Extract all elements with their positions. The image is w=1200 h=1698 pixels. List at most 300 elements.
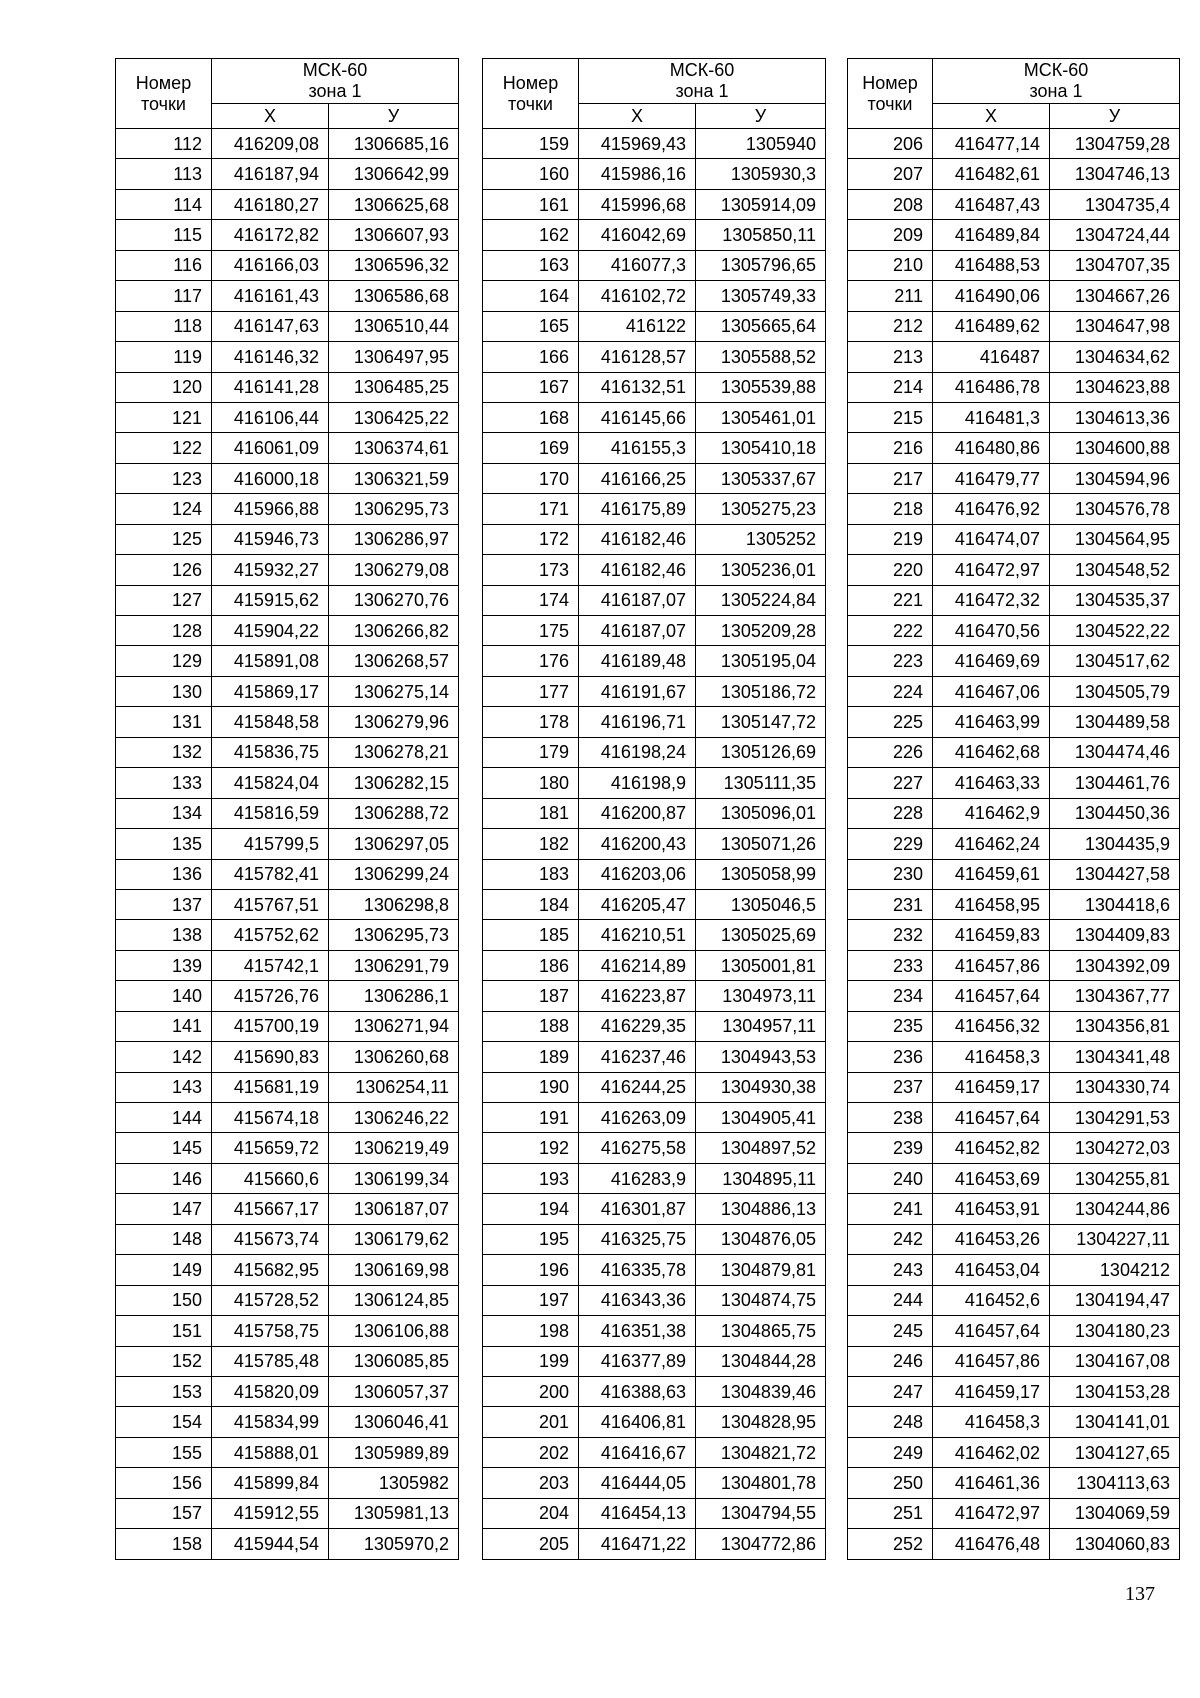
y-coordinate-cell: 1306260,68	[329, 1042, 459, 1072]
point-number-cell: 126	[116, 555, 212, 585]
y-coordinate-cell: 1304707,35	[1050, 250, 1180, 280]
table-row	[848, 676, 1180, 706]
point-number-cell: 134	[116, 798, 212, 828]
point-number-cell: 213	[848, 342, 933, 372]
point-number-cell: 160	[483, 159, 579, 189]
y-coordinate-cell: 1306607,93	[329, 220, 459, 250]
point-number-cell: 240	[848, 1163, 933, 1193]
table-row	[483, 281, 826, 311]
coordinate-system-header: МСК-60 зона 1	[933, 59, 1180, 104]
table-row	[116, 981, 459, 1011]
y-coordinate-cell: 1305461,01	[696, 402, 826, 432]
y-coordinate-cell: 1306179,62	[329, 1224, 459, 1254]
y-coordinate-cell: 1306321,59	[329, 463, 459, 493]
y-coordinate-cell: 1304255,81	[1050, 1163, 1180, 1193]
y-coordinate-cell: 1305982	[329, 1468, 459, 1498]
y-coordinate-cell: 1305410,18	[696, 433, 826, 463]
point-number-cell: 191	[483, 1103, 579, 1133]
point-number-cell: 141	[116, 1011, 212, 1041]
table-row	[116, 707, 459, 737]
table-row	[483, 1437, 826, 1467]
table-row	[116, 1285, 459, 1315]
x-coordinate-cell: 416482,61	[933, 159, 1050, 189]
y-coordinate-cell: 1306199,34	[329, 1163, 459, 1193]
point-number-cell: 129	[116, 646, 212, 676]
y-coordinate-cell: 1305665,64	[696, 311, 826, 341]
point-number-cell: 217	[848, 463, 933, 493]
point-number-cell: 163	[483, 250, 579, 280]
y-coordinate-cell: 1306057,37	[329, 1376, 459, 1406]
x-coordinate-cell: 416214,89	[579, 950, 696, 980]
y-coordinate-cell: 1304194,47	[1050, 1285, 1180, 1315]
y-coordinate-cell: 1304272,03	[1050, 1133, 1180, 1163]
x-coordinate-cell: 416444,05	[579, 1468, 696, 1498]
point-number-cell: 117	[116, 281, 212, 311]
point-number-cell: 236	[848, 1042, 933, 1072]
y-coordinate-cell: 1304600,88	[1050, 433, 1180, 463]
y-coordinate-cell: 1304865,75	[696, 1316, 826, 1346]
x-coordinate-cell: 416472,97	[933, 1498, 1050, 1528]
x-coordinate-cell: 416351,38	[579, 1316, 696, 1346]
point-number-cell: 127	[116, 585, 212, 615]
table-row	[848, 524, 1180, 554]
x-coordinate-cell: 416203,06	[579, 859, 696, 889]
point-number-cell: 250	[848, 1468, 933, 1498]
table-row	[483, 1498, 826, 1528]
table-body	[848, 129, 1180, 1560]
x-coordinate-cell: 416463,33	[933, 768, 1050, 798]
y-coordinate-cell: 1304461,76	[1050, 768, 1180, 798]
table-row	[848, 1224, 1180, 1254]
point-number-cell: 139	[116, 950, 212, 980]
point-number-cell: 131	[116, 707, 212, 737]
table-row	[116, 524, 459, 554]
table-row	[848, 1133, 1180, 1163]
y-coordinate-cell: 1305989,89	[329, 1437, 459, 1467]
x-coordinate-cell: 416462,02	[933, 1437, 1050, 1467]
y-coordinate-cell: 1306295,73	[329, 494, 459, 524]
table-row	[483, 463, 826, 493]
y-coordinate-cell: 1305071,26	[696, 829, 826, 859]
point-number-cell: 144	[116, 1103, 212, 1133]
x-coordinate-cell: 416263,09	[579, 1103, 696, 1133]
y-coordinate-cell: 1305126,69	[696, 737, 826, 767]
table-row	[483, 311, 826, 341]
y-coordinate-cell: 1306288,72	[329, 798, 459, 828]
point-number-cell: 149	[116, 1255, 212, 1285]
point-number-cell: 168	[483, 402, 579, 432]
x-coordinate-cell: 416476,48	[933, 1529, 1050, 1559]
y-coordinate-cell: 1304647,98	[1050, 311, 1180, 341]
point-number-cell: 130	[116, 676, 212, 706]
point-number-cell: 189	[483, 1042, 579, 1072]
x-coordinate-cell: 416198,9	[579, 768, 696, 798]
y-coordinate-cell: 1304535,37	[1050, 585, 1180, 615]
table-row	[848, 1376, 1180, 1406]
x-coordinate-cell: 415785,48	[212, 1346, 329, 1376]
table-row	[483, 1316, 826, 1346]
y-coordinate-cell: 1306298,8	[329, 889, 459, 919]
y-coordinate-cell: 1304180,23	[1050, 1316, 1180, 1346]
table-row	[848, 250, 1180, 280]
x-coordinate-cell: 415848,58	[212, 707, 329, 737]
y-coordinate-cell: 1304522,22	[1050, 616, 1180, 646]
table-row	[116, 1194, 459, 1224]
table-row	[483, 768, 826, 798]
y-coordinate-cell: 1304746,13	[1050, 159, 1180, 189]
table-row	[116, 1011, 459, 1041]
y-coordinate-cell: 1306291,79	[329, 950, 459, 980]
table-row	[116, 372, 459, 402]
table-row	[116, 1316, 459, 1346]
point-number-cell: 231	[848, 889, 933, 919]
x-coordinate-cell: 416077,3	[579, 250, 696, 280]
y-coordinate-cell: 1304634,62	[1050, 342, 1180, 372]
x-coordinate-cell: 416489,84	[933, 220, 1050, 250]
y-coordinate-cell: 1304821,72	[696, 1437, 826, 1467]
x-coordinate-cell: 415690,83	[212, 1042, 329, 1072]
x-coordinate-cell: 415869,17	[212, 676, 329, 706]
coordinate-system-header: МСК-60 зона 1	[212, 59, 459, 104]
x-coordinate-cell: 416459,83	[933, 920, 1050, 950]
table-row	[483, 342, 826, 372]
table-row	[116, 585, 459, 615]
x-coordinate-cell: 416453,26	[933, 1224, 1050, 1254]
x-header: X	[212, 104, 329, 129]
point-number-cell: 227	[848, 768, 933, 798]
y-coordinate-cell: 1304212	[1050, 1255, 1180, 1285]
table-row	[848, 981, 1180, 1011]
point-number-cell: 193	[483, 1163, 579, 1193]
y-coordinate-cell: 1306106,88	[329, 1316, 459, 1346]
y-coordinate-cell: 1304905,41	[696, 1103, 826, 1133]
table-row	[116, 1224, 459, 1254]
point-number-cell: 192	[483, 1133, 579, 1163]
x-coordinate-cell: 416283,9	[579, 1163, 696, 1193]
point-number-cell: 232	[848, 920, 933, 950]
point-number-cell: 251	[848, 1498, 933, 1528]
point-number-cell: 196	[483, 1255, 579, 1285]
y-coordinate-cell: 1304409,83	[1050, 920, 1180, 950]
x-coordinate-cell: 416161,43	[212, 281, 329, 311]
table-row	[116, 281, 459, 311]
x-coordinate-cell: 416146,32	[212, 342, 329, 372]
y-coordinate-cell: 1306254,11	[329, 1072, 459, 1102]
y-coordinate-cell: 1306278,21	[329, 737, 459, 767]
point-number-cell: 183	[483, 859, 579, 889]
table-row	[483, 1255, 826, 1285]
point-number-cell: 138	[116, 920, 212, 950]
point-number-header: Номер точки	[483, 59, 579, 129]
table-row	[483, 1011, 826, 1041]
table-row	[116, 463, 459, 493]
point-number-cell: 178	[483, 707, 579, 737]
x-coordinate-cell: 415820,09	[212, 1376, 329, 1406]
x-coordinate-cell: 415758,75	[212, 1316, 329, 1346]
x-coordinate-cell: 416122	[579, 311, 696, 341]
point-number-cell: 203	[483, 1468, 579, 1498]
y-coordinate-cell: 1306425,22	[329, 402, 459, 432]
table-body	[483, 129, 826, 1560]
point-number-cell: 244	[848, 1285, 933, 1315]
point-number-cell: 238	[848, 1103, 933, 1133]
table-row	[483, 159, 826, 189]
x-coordinate-cell: 415674,18	[212, 1103, 329, 1133]
table-row	[848, 220, 1180, 250]
table-row	[848, 646, 1180, 676]
x-coordinate-cell: 415782,41	[212, 859, 329, 889]
y-coordinate-cell: 1304418,6	[1050, 889, 1180, 919]
table-row	[848, 494, 1180, 524]
y-coordinate-cell: 1306685,16	[329, 129, 459, 159]
x-coordinate-cell: 416481,3	[933, 402, 1050, 432]
y-coordinate-cell: 1305588,52	[696, 342, 826, 372]
table-row	[116, 189, 459, 219]
table-row	[848, 1316, 1180, 1346]
table-row	[848, 1042, 1180, 1072]
point-number-cell: 115	[116, 220, 212, 250]
y-coordinate-cell: 1305796,65	[696, 250, 826, 280]
x-coordinate-cell: 415891,08	[212, 646, 329, 676]
table-row	[116, 129, 459, 159]
point-number-cell: 248	[848, 1407, 933, 1437]
y-coordinate-cell: 1304973,11	[696, 981, 826, 1011]
x-coordinate-cell: 415700,19	[212, 1011, 329, 1041]
table-row	[848, 737, 1180, 767]
table-row	[848, 768, 1180, 798]
y-coordinate-cell: 1306374,61	[329, 433, 459, 463]
y-coordinate-cell: 1304613,36	[1050, 402, 1180, 432]
point-number-cell: 143	[116, 1072, 212, 1102]
point-number-cell: 175	[483, 616, 579, 646]
coordinates-table-1	[115, 58, 459, 1560]
y-coordinate-cell: 1304957,11	[696, 1011, 826, 1041]
x-coordinate-cell: 416456,32	[933, 1011, 1050, 1041]
table-row	[116, 311, 459, 341]
y-coordinate-cell: 1304879,81	[696, 1255, 826, 1285]
table-row	[483, 981, 826, 1011]
point-number-cell: 142	[116, 1042, 212, 1072]
x-coordinate-cell: 416042,69	[579, 220, 696, 250]
point-number-cell: 197	[483, 1285, 579, 1315]
x-coordinate-cell: 416275,58	[579, 1133, 696, 1163]
point-number-cell: 249	[848, 1437, 933, 1467]
x-coordinate-cell: 416406,81	[579, 1407, 696, 1437]
point-number-cell: 136	[116, 859, 212, 889]
point-number-cell: 242	[848, 1224, 933, 1254]
y-coordinate-cell: 1304367,77	[1050, 981, 1180, 1011]
coordinate-system-header: МСК-60 зона 1	[579, 59, 826, 104]
x-coordinate-cell: 415660,6	[212, 1163, 329, 1193]
y-coordinate-cell: 1305940	[696, 129, 826, 159]
x-coordinate-cell: 416488,53	[933, 250, 1050, 280]
table-row	[116, 1072, 459, 1102]
y-coordinate-cell: 1305209,28	[696, 616, 826, 646]
x-coordinate-cell: 416490,06	[933, 281, 1050, 311]
y-header: У	[1050, 104, 1180, 129]
x-coordinate-cell: 415836,75	[212, 737, 329, 767]
point-number-header: Номер точки	[848, 59, 933, 129]
x-coordinate-cell: 416457,64	[933, 981, 1050, 1011]
table-row	[483, 494, 826, 524]
x-coordinate-cell: 416229,35	[579, 1011, 696, 1041]
table-row	[116, 1042, 459, 1072]
x-coordinate-cell: 416155,3	[579, 433, 696, 463]
table-row	[848, 889, 1180, 919]
x-coordinate-cell: 416458,3	[933, 1042, 1050, 1072]
point-number-cell: 167	[483, 372, 579, 402]
y-coordinate-cell: 1304153,28	[1050, 1376, 1180, 1406]
x-coordinate-cell: 416459,17	[933, 1376, 1050, 1406]
coordinates-table-2	[482, 58, 826, 1560]
table-row	[848, 281, 1180, 311]
x-coordinate-cell: 415899,84	[212, 1468, 329, 1498]
table-row	[848, 402, 1180, 432]
table-row	[483, 1529, 826, 1559]
point-number-cell: 122	[116, 433, 212, 463]
y-coordinate-cell: 1304895,11	[696, 1163, 826, 1193]
x-coordinate-cell: 416180,27	[212, 189, 329, 219]
x-coordinate-cell: 416469,69	[933, 646, 1050, 676]
y-coordinate-cell: 1304564,95	[1050, 524, 1180, 554]
x-coordinate-cell: 415767,51	[212, 889, 329, 919]
point-number-cell: 156	[116, 1468, 212, 1498]
y-coordinate-cell: 1305058,99	[696, 859, 826, 889]
point-number-cell: 212	[848, 311, 933, 341]
table-row	[116, 159, 459, 189]
point-number-cell: 119	[116, 342, 212, 372]
y-coordinate-cell: 1305970,2	[329, 1529, 459, 1559]
table-row	[483, 402, 826, 432]
point-number-cell: 166	[483, 342, 579, 372]
point-number-cell: 215	[848, 402, 933, 432]
point-number-cell: 121	[116, 402, 212, 432]
table-row	[116, 1437, 459, 1467]
point-number-cell: 116	[116, 250, 212, 280]
x-coordinate-cell: 415673,74	[212, 1224, 329, 1254]
table-row	[483, 555, 826, 585]
table-row	[483, 585, 826, 615]
y-coordinate-cell: 1306266,82	[329, 616, 459, 646]
y-coordinate-cell: 1306282,15	[329, 768, 459, 798]
x-header: X	[579, 104, 696, 129]
x-coordinate-cell: 416458,95	[933, 889, 1050, 919]
x-coordinate-cell: 415888,01	[212, 1437, 329, 1467]
point-number-cell: 184	[483, 889, 579, 919]
y-coordinate-cell: 1306485,25	[329, 372, 459, 402]
point-number-cell: 132	[116, 737, 212, 767]
y-coordinate-cell: 1304828,95	[696, 1407, 826, 1437]
point-number-cell: 224	[848, 676, 933, 706]
table-row	[483, 920, 826, 950]
point-number-cell: 147	[116, 1194, 212, 1224]
table-row	[116, 646, 459, 676]
table-row	[483, 829, 826, 859]
table-row	[483, 1376, 826, 1406]
table-row	[116, 1133, 459, 1163]
y-coordinate-cell: 1304874,75	[696, 1285, 826, 1315]
y-coordinate-cell: 1304141,01	[1050, 1407, 1180, 1437]
table-row	[848, 1072, 1180, 1102]
x-coordinate-cell: 416477,14	[933, 129, 1050, 159]
x-coordinate-cell: 416377,89	[579, 1346, 696, 1376]
y-coordinate-cell: 1304505,79	[1050, 676, 1180, 706]
y-coordinate-cell: 1304489,58	[1050, 707, 1180, 737]
y-coordinate-cell: 1304839,46	[696, 1376, 826, 1406]
y-coordinate-cell: 1306187,07	[329, 1194, 459, 1224]
point-number-cell: 173	[483, 555, 579, 585]
table-row	[483, 859, 826, 889]
table-row	[116, 676, 459, 706]
point-number-cell: 125	[116, 524, 212, 554]
point-number-cell: 186	[483, 950, 579, 980]
x-coordinate-cell: 416166,25	[579, 463, 696, 493]
x-coordinate-cell: 415681,19	[212, 1072, 329, 1102]
y-coordinate-cell: 1304341,48	[1050, 1042, 1180, 1072]
x-coordinate-cell: 416457,86	[933, 950, 1050, 980]
x-coordinate-cell: 416489,62	[933, 311, 1050, 341]
table-row	[483, 1346, 826, 1376]
table-row	[848, 311, 1180, 341]
point-number-cell: 150	[116, 1285, 212, 1315]
point-number-cell: 113	[116, 159, 212, 189]
point-number-cell: 209	[848, 220, 933, 250]
point-number-cell: 185	[483, 920, 579, 950]
table-row	[848, 189, 1180, 219]
x-coordinate-cell: 416325,75	[579, 1224, 696, 1254]
point-number-cell: 243	[848, 1255, 933, 1285]
point-number-cell: 158	[116, 1529, 212, 1559]
point-number-cell: 245	[848, 1316, 933, 1346]
table-row	[116, 1376, 459, 1406]
table-row	[116, 402, 459, 432]
table-row	[848, 1407, 1180, 1437]
table-row	[483, 433, 826, 463]
point-number-cell: 159	[483, 129, 579, 159]
point-number-cell: 135	[116, 829, 212, 859]
point-number-cell: 124	[116, 494, 212, 524]
x-coordinate-cell: 416147,63	[212, 311, 329, 341]
y-coordinate-cell: 1304844,28	[696, 1346, 826, 1376]
point-number-cell: 239	[848, 1133, 933, 1163]
x-coordinate-cell: 416172,82	[212, 220, 329, 250]
y-coordinate-cell: 1305914,09	[696, 189, 826, 219]
x-coordinate-cell: 416175,89	[579, 494, 696, 524]
y-coordinate-cell: 1304576,78	[1050, 494, 1180, 524]
point-number-cell: 246	[848, 1346, 933, 1376]
table-row	[483, 1407, 826, 1437]
y-coordinate-cell: 1306279,08	[329, 555, 459, 585]
table-row	[848, 1529, 1180, 1559]
y-coordinate-cell: 1306586,68	[329, 281, 459, 311]
y-coordinate-cell: 1305749,33	[696, 281, 826, 311]
x-coordinate-cell: 416462,24	[933, 829, 1050, 859]
y-header: У	[329, 104, 459, 129]
y-coordinate-cell: 1306297,05	[329, 829, 459, 859]
table-row	[116, 920, 459, 950]
x-coordinate-cell: 416453,04	[933, 1255, 1050, 1285]
table-row	[116, 950, 459, 980]
x-coordinate-cell: 416416,67	[579, 1437, 696, 1467]
x-coordinate-cell: 416462,9	[933, 798, 1050, 828]
x-coordinate-cell: 416223,87	[579, 981, 696, 1011]
y-coordinate-cell: 1304427,58	[1050, 859, 1180, 889]
table-row	[848, 616, 1180, 646]
x-coordinate-cell: 416132,51	[579, 372, 696, 402]
point-number-cell: 128	[116, 616, 212, 646]
y-coordinate-cell: 1305096,01	[696, 798, 826, 828]
y-coordinate-cell: 1306271,94	[329, 1011, 459, 1041]
